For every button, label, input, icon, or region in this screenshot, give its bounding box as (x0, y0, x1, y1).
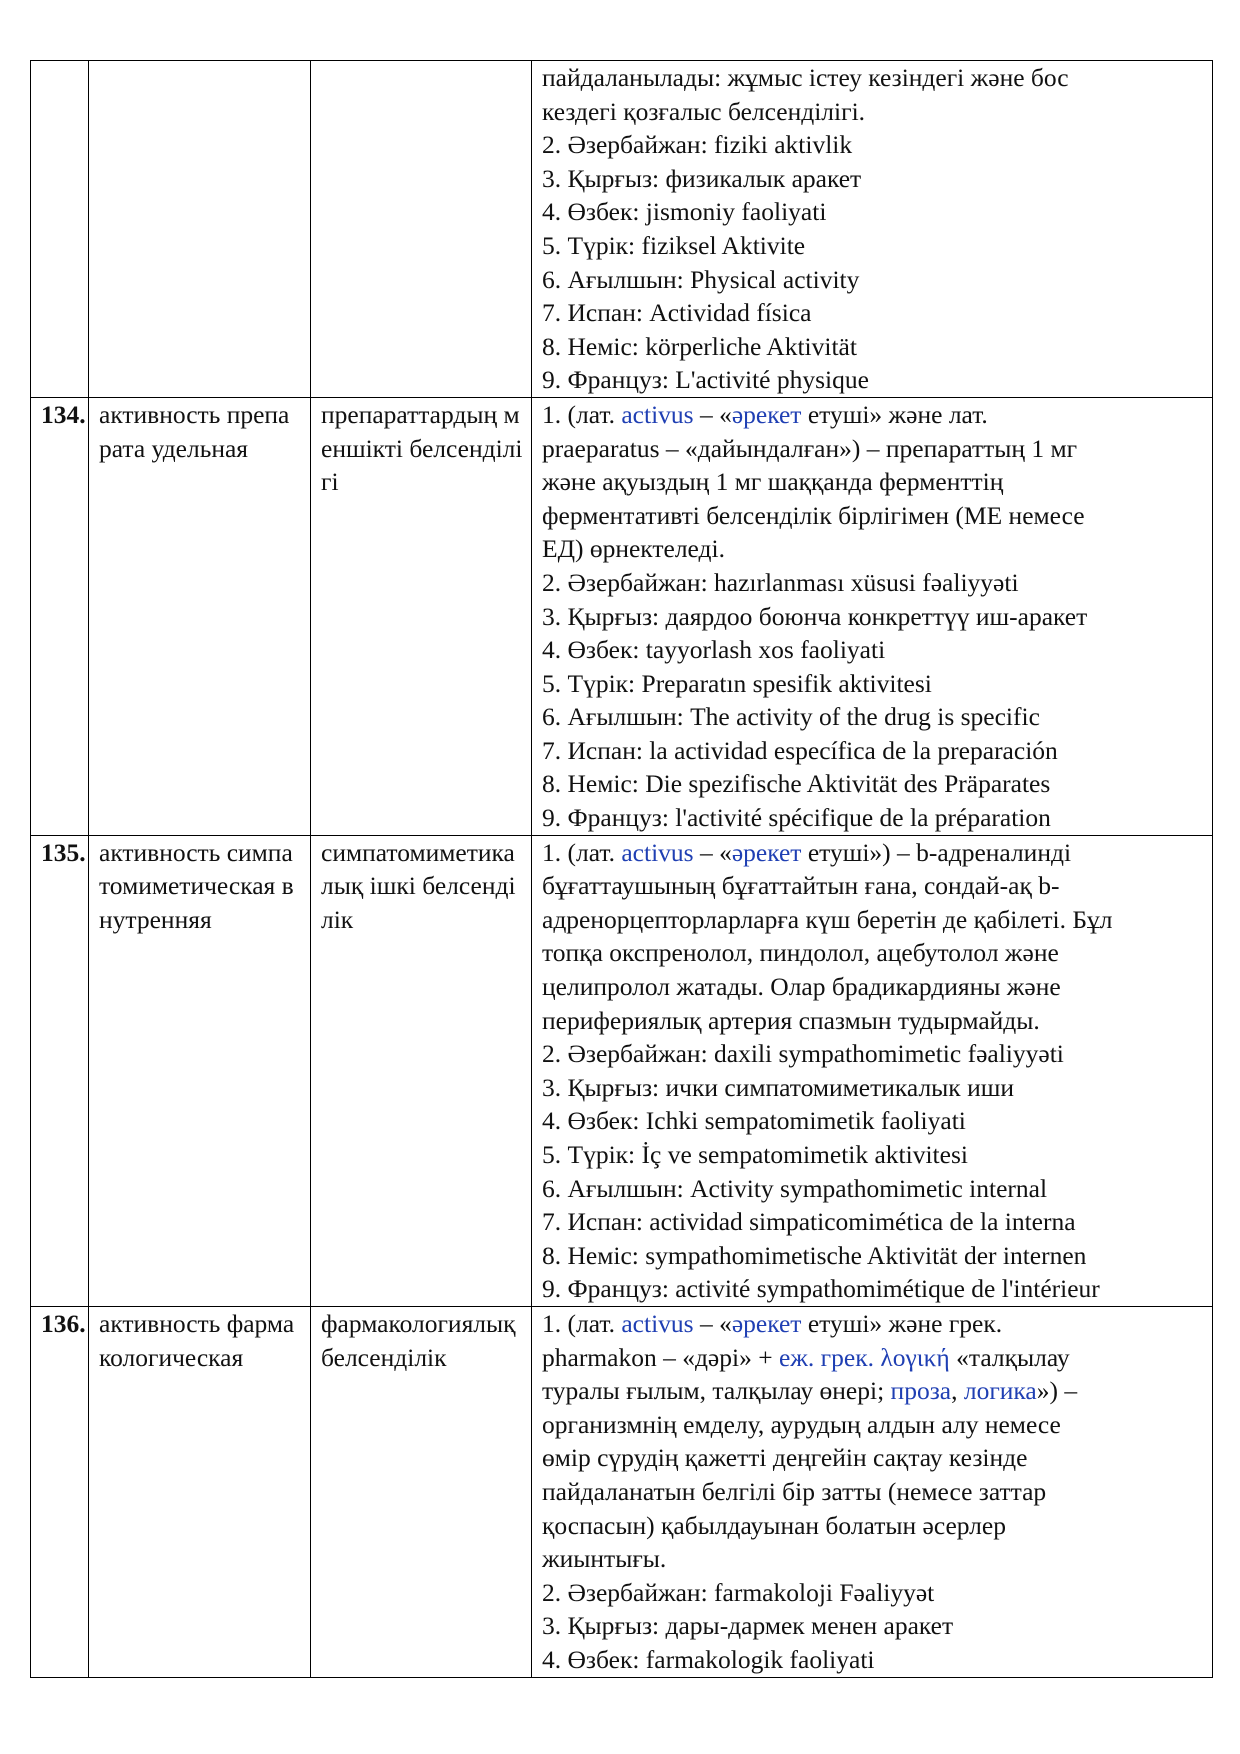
kazakh-term (311, 61, 532, 398)
translation-line: 9. Француз: L'activité physique (542, 365, 869, 395)
table-row (31, 61, 1213, 398)
russian-term (89, 61, 311, 398)
activus-link[interactable]: activus (621, 837, 694, 867)
table-row (31, 1306, 1213, 1677)
areket-link[interactable]: әрекет (731, 399, 802, 429)
table-row (31, 835, 1213, 1306)
definition-line: ЕД) өрнектеледі. (542, 534, 725, 564)
definition-cell (532, 1306, 1213, 1677)
definition-line: топқа окспренолол, пиндолол, ацебутолол және (542, 938, 1059, 968)
definition-line: қоспасын) қабылдауынан болатын әсерлер (542, 1510, 1006, 1540)
translation-line: 3. Қырғыз: даярдоо боюнча конкреттүү иш-аракет (542, 601, 1088, 631)
areket-link[interactable]: әрекет (731, 1308, 802, 1338)
translation-line: 4. Өзбек: Ichki sempatomimetik faoliyati (542, 1106, 966, 1136)
definition-line: бұғаттаушының бұғаттайтын ғана, сондай-ақ b- (542, 871, 1060, 901)
definition-line: адренорцепторларларға күш беретін де қабілеті. Бұл (542, 904, 1113, 934)
translation-line: 4. Өзбек: farmakologik faoliyati (542, 1644, 875, 1674)
definition-line: және ақуыздың 1 мг шаққанда ферменттің (542, 467, 1004, 497)
translation-line: 7. Испан: actividad simpaticomimética de la interna (542, 1207, 1076, 1237)
row-number: 134. (31, 397, 89, 835)
kazakh-term: симпатомиметикалық ішкі белсенділік (311, 835, 532, 1306)
row-number: 136. (31, 1306, 89, 1677)
translation-line: 2. Әзербайжан: hazırlanması xüsusi fəaliyyəti (542, 567, 1019, 597)
translation-line: 8. Неміс: sympathomimetische Aktivität der internen (542, 1240, 1087, 1270)
translation-line: 2. Әзербайжан: farmakoloji Fəaliyyət (542, 1577, 935, 1607)
translation-line: 8. Неміс: Die spezifische Aktivität des Präparates (542, 769, 1051, 799)
greek-logike-link[interactable]: еж. грек. λογική (778, 1342, 950, 1372)
definition-line: pharmakon – «дәрі» + еж. грек. λογική «талқылау (542, 1342, 1070, 1372)
definition-line: целипролол жатады. Олар брадикардияны және (542, 972, 1061, 1002)
areket-link[interactable]: әрекет (731, 837, 802, 867)
russian-term: активность препарата удельная (89, 397, 311, 835)
definition-line: praeparatus – «дайындалған») – препараттың 1 мг (542, 433, 1078, 463)
translation-line: 3. Қырғыз: физикалык аракет (542, 163, 862, 193)
definition-cell (532, 61, 1213, 398)
definition-line: ферментативті белсенділік бірлігімен (МЕ немесе (542, 500, 1085, 530)
logika-link[interactable]: логика (963, 1376, 1037, 1406)
definition-line: 1. (лат. activus – «әрекет етуші» және лат. (542, 399, 988, 429)
translation-line: 2. Әзербайжан: daxili sympathomimetic fəaliyyəti (542, 1039, 1064, 1069)
definition-line: организмнің емделу, аурудың алдын алу немесе (542, 1409, 1061, 1439)
definition-line: 1. (лат. activus – «әрекет етуші» және грек. (542, 1308, 1003, 1338)
row-number (31, 61, 89, 398)
definition-line: жиынтығы. (542, 1544, 667, 1574)
definition-line: пайдаланылады: жұмыс істеу кезіндегі және бос (542, 63, 1069, 92)
definition-cell (532, 835, 1213, 1306)
translation-line: 3. Қырғыз: дары-дармек менен аракет (542, 1611, 954, 1641)
proza-link[interactable]: проза (890, 1376, 952, 1406)
table-row (31, 397, 1213, 835)
terminology-table (30, 60, 1213, 1678)
russian-term: активность фармакологическая (89, 1306, 311, 1677)
activus-link[interactable]: activus (621, 399, 694, 429)
translation-line: 7. Испан: Actividad física (542, 298, 812, 328)
translation-line: 4. Өзбек: tayyorlash xos faoliyati (542, 635, 886, 665)
translation-line: 4. Өзбек: jismoniy faoliyati (542, 197, 827, 227)
definition-line: туралы ғылым, талқылау өнері; проза, логика») – (542, 1376, 1078, 1406)
kazakh-term: препараттардың меншікті белсенділігі (311, 397, 532, 835)
kazakh-term: фармакологиялық белсенділік (311, 1306, 532, 1677)
activus-link[interactable]: activus (621, 1308, 694, 1338)
russian-term: активность симпатомиметическая внутренняя (89, 835, 311, 1306)
translation-line: 2. Әзербайжан: fiziki aktivlik (542, 130, 853, 160)
translation-line: 9. Француз: l'activité spécifique de la préparation (542, 803, 1051, 833)
translation-line: 3. Қырғыз: ички симпатомиметикалык иши (542, 1072, 1014, 1102)
translation-line: 6. Ағылшын: The activity of the drug is specific (542, 702, 1040, 732)
definition-line: пайдаланатын белгілі бір затты (немесе заттар (542, 1476, 1047, 1506)
translation-line: 6. Ағылшын: Activity sympathomimetic internal (542, 1173, 1048, 1203)
row-number: 135. (31, 835, 89, 1306)
definition-cell (532, 397, 1213, 835)
definition-line: перифериялық артерия спазмын тудырмайды. (542, 1005, 1040, 1035)
translation-line: 7. Испан: la actividad específica de la preparación (542, 735, 1058, 765)
translation-line: 5. Түрік: Preparatın spesifik aktivitesi (542, 668, 932, 698)
translation-line: 6. Ағылшын: Physical activity (542, 264, 860, 294)
translation-line: 5. Түрік: fiziksel Aktivite (542, 230, 806, 260)
translation-line: 5. Түрік: İç ve sempatomimetik aktivitesi (542, 1140, 968, 1169)
definition-line: өмір сүрудің қажетті деңгейін сақтау кезінде (542, 1443, 1028, 1473)
translation-line: 9. Француз: activité sympathomimétique de l'intérieur (542, 1274, 1100, 1304)
definition-line: 1. (лат. activus – «әрекет етуші») – b-адреналинді (542, 837, 1072, 867)
translation-line: 8. Неміс: körperliche Aktivität (542, 331, 857, 361)
definition-line: кездегі қозғалыс белсенділігі. (542, 96, 866, 126)
